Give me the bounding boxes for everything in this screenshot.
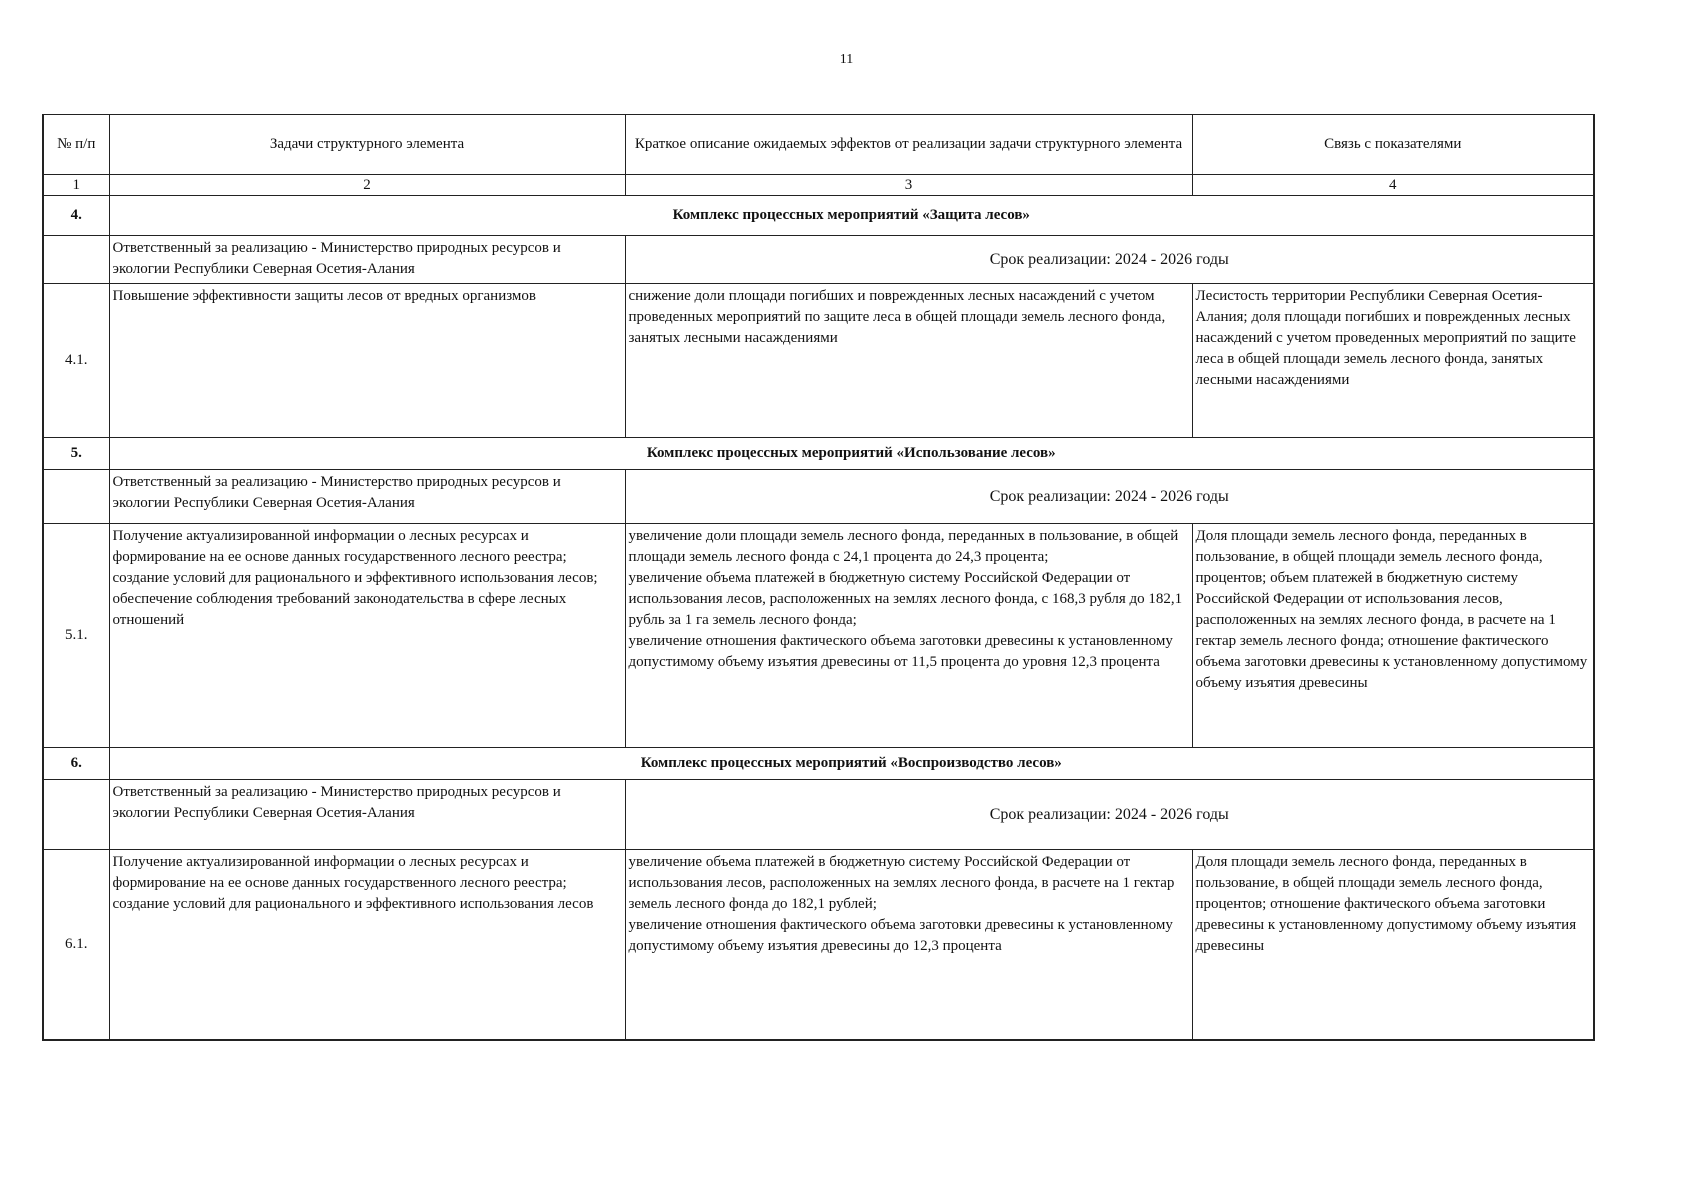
task-line: Получение актуализированной информации о лесных ресурсах и формирование на ее основе данных государственного лесного реестра; (112, 854, 567, 891)
task-cell (109, 850, 625, 1040)
row-number: 6.1. (43, 850, 109, 1040)
row-number: 5.1. (43, 524, 109, 748)
row-number: 4.1. (43, 284, 109, 438)
responsible-text: Ответственный за реализацию - Министерство природных ресурсов и экологии Республики Северная Осетия-Алания (109, 470, 625, 524)
table-row (43, 524, 1594, 748)
effects-cell (625, 850, 1192, 1040)
effects-line: увеличение отношения фактического объема заготовки древесины к установленному допустимому объему изъятия древесины до 12,3 процента (628, 917, 1173, 954)
table-header-row (43, 115, 1594, 175)
header-number: № п/п (43, 115, 109, 175)
task-cell (109, 524, 625, 748)
indicators-cell: Доля площади земель лесного фонда, переданных в пользование, в общей площади земель лесного фонда, процентов; отношение фактического объема заготовки древесины к установленному допустимому объему изъятия древесины (1192, 850, 1594, 1040)
responsible-row (43, 780, 1594, 850)
column-number-row (43, 175, 1594, 196)
column-number: 1 (43, 175, 109, 196)
column-number: 4 (1192, 175, 1594, 196)
responsible-text: Ответственный за реализацию - Министерство природных ресурсов и экологии Республики Северная Осетия-Алания (109, 236, 625, 284)
task-line: создание условий для рационального и эффективного использования лесов; (112, 570, 598, 586)
column-number: 2 (109, 175, 625, 196)
table-row (43, 284, 1594, 438)
header-effects: Краткое описание ожидаемых эффектов от реализации задачи структурного элемента (625, 115, 1192, 175)
responsible-row (43, 236, 1594, 284)
structural-elements-table (42, 114, 1595, 1041)
indicators-cell: Доля площади земель лесного фонда, переданных в пользование, в общей площади земель лесного фонда, процентов; объем платежей в бюджетную систему Российской Федерации от использования лесов, расположенных на землях лесного фонда, в расчете на 1 гектар земель лесного фонда; отношение фактического объема заготовки древесины к установленному допустимому объему изъятия древесины (1192, 524, 1594, 748)
table-row (43, 850, 1594, 1040)
section-number: 5. (43, 438, 109, 470)
header-tasks: Задачи структурного элемента (109, 115, 625, 175)
effects-line: увеличение объема платежей в бюджетную систему Российской Федерации от использования лесов, расположенных на землях лесного фонда, в расчете на 1 гектар земель лесного фонда до 182,1 рублей; (628, 854, 1175, 912)
section-title-row (43, 438, 1594, 470)
section-number: 6. (43, 748, 109, 780)
section-title: Комплекс процессных мероприятий «Защита лесов» (109, 196, 1594, 236)
effects-line: увеличение отношения фактического объема заготовки древесины к установленному допустимому объему изъятия древесины от 11,5 процента до уровня 12,3 процента (628, 633, 1173, 670)
term-text: Срок реализации: 2024 - 2026 годы (625, 780, 1594, 850)
effects-cell (625, 524, 1192, 748)
indicators-cell: Лесистость территории Республики Северная Осетия-Алания; доля площади погибших и поврежденных лесных насаждений с учетом проведенных мероприятий по защите леса в общей площади земель лесного фонда, занятых лесными насаждениями (1192, 284, 1594, 438)
column-number: 3 (625, 175, 1192, 196)
effects-line: увеличение объема платежей в бюджетную систему Российской Федерации от использования лесов, расположенных на землях лесного фонда, с 168,3 рубля до 182,1 рубль за 1 га земель лесного фонда; (628, 570, 1183, 628)
task-line: Получение актуализированной информации о лесных ресурсах и формирование на ее основе данных государственного лесного реестра; (112, 528, 567, 565)
section-number: 4. (43, 196, 109, 236)
responsible-row (43, 470, 1594, 524)
task-line: обеспечение соблюдения требований законодательства в сфере лесных отношений (112, 591, 567, 628)
responsible-text: Ответственный за реализацию - Министерство природных ресурсов и экологии Республики Северная Осетия-Алания (109, 780, 625, 850)
header-indicators: Связь с показателями (1192, 115, 1594, 175)
section-title: Комплекс процессных мероприятий «Воспроизводство лесов» (109, 748, 1594, 780)
term-text: Срок реализации: 2024 - 2026 годы (625, 236, 1594, 284)
term-text: Срок реализации: 2024 - 2026 годы (625, 470, 1594, 524)
effects-cell: снижение доли площади погибших и поврежденных лесных насаждений с учетом проведенных мероприятий по защите леса в общей площади земель лесного фонда, занятых лесными насаждениями (625, 284, 1192, 438)
effects-line: увеличение доли площади земель лесного фонда, переданных в пользование, в общей площади земель лесного фонда с 24,1 процента до 24,3 процента; (628, 528, 1179, 565)
task-cell: Повышение эффективности защиты лесов от вредных организмов (109, 284, 625, 438)
section-title-row (43, 196, 1594, 236)
section-title-row (43, 748, 1594, 780)
section-title: Комплекс процессных мероприятий «Использование лесов» (109, 438, 1594, 470)
page-number: 11 (839, 52, 854, 67)
task-line: создание условий для рационального и эффективного использования лесов (112, 896, 594, 912)
